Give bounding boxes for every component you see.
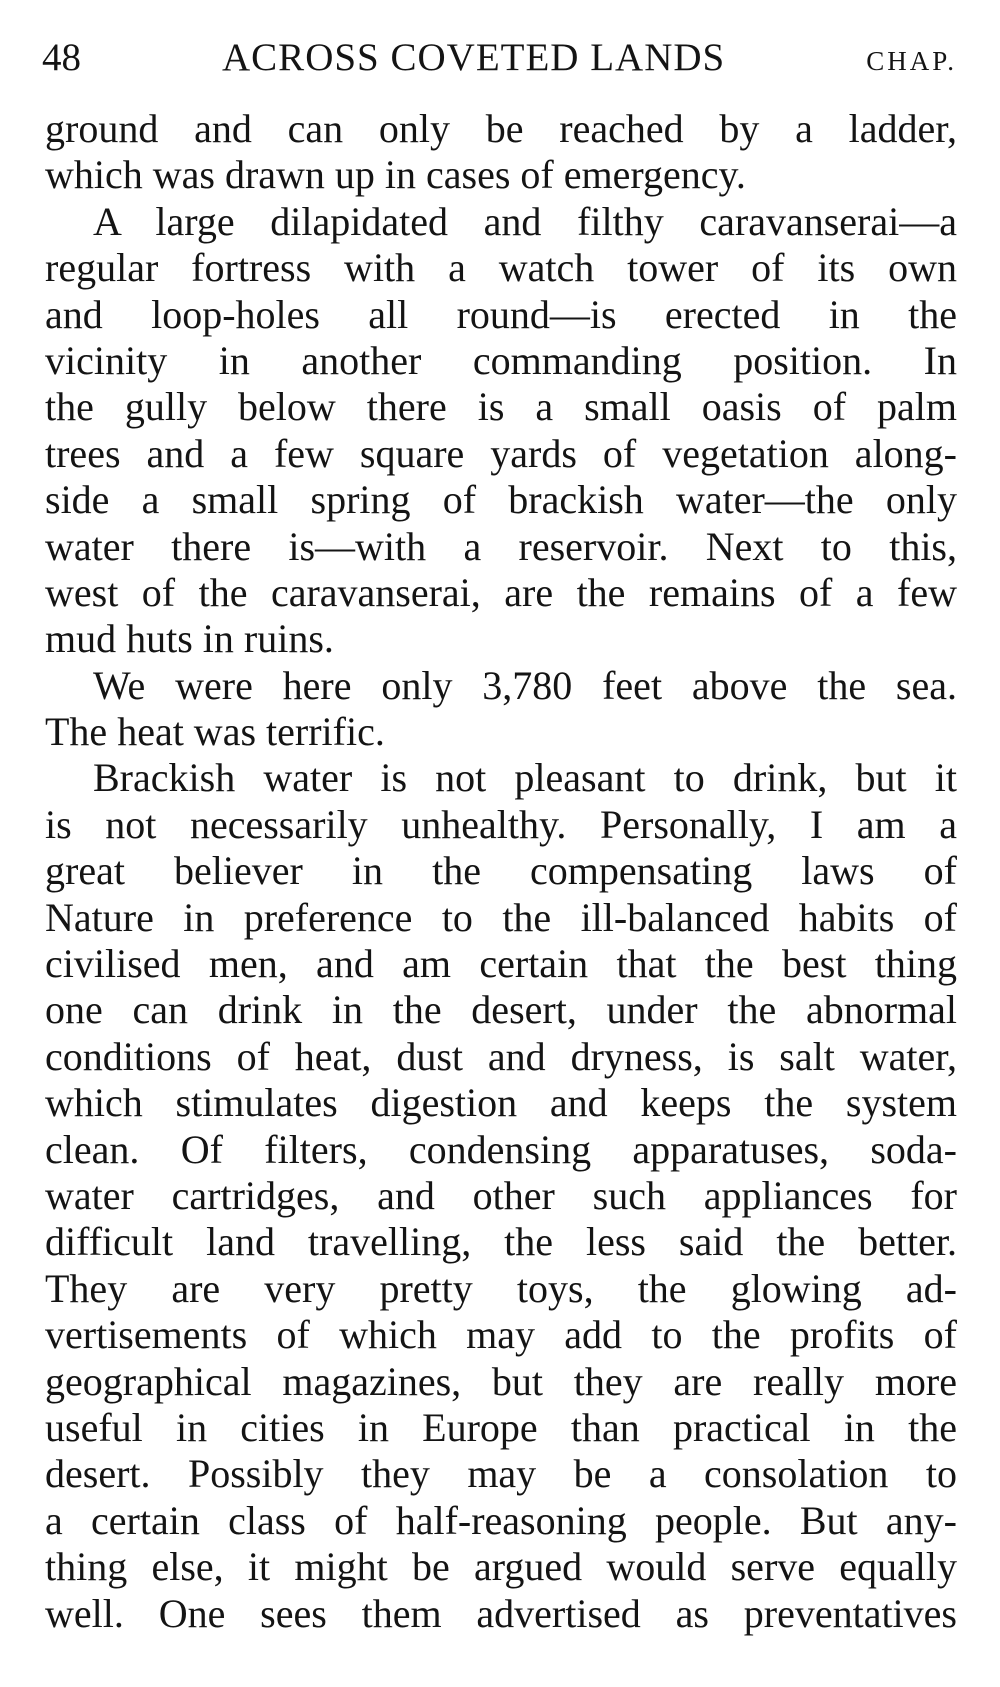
text-line: useful in cities in Europe than practical in the [45, 1404, 957, 1450]
text-line: west of the caravanserai, are the remains of a few [45, 569, 957, 615]
text-line: trees and a few square yards of vegetation along- [45, 430, 957, 476]
running-head [42, 30, 957, 86]
text-line: regular fortress with a watch tower of its own [45, 245, 957, 291]
text-line: well. One sees them advertised as preventatives [45, 1590, 957, 1636]
text-line: ground and can only be reached by a ladder, [45, 106, 957, 151]
text-line: vicinity in another commanding position. In [45, 337, 957, 383]
text-line: We were here only 3,780 feet above the sea. [93, 662, 957, 708]
text-line: desert. Possibly they may be a consolation to [45, 1451, 957, 1497]
body-text [45, 106, 957, 1637]
text-line: a certain class of half-reasoning people. But any- [45, 1497, 957, 1543]
text-line: They are very pretty toys, the glowing ad- [45, 1265, 957, 1311]
text-line: one can drink in the desert, under the abnormal [45, 987, 957, 1033]
text-line: water there is—with a reservoir. Next to this, [45, 523, 957, 569]
chapter-marker: CHAP. [866, 46, 957, 76]
text-line: is not necessarily unhealthy. Personally, I am a [45, 801, 957, 847]
running-title: ACROSS COVETED LANDS [222, 36, 726, 79]
text-line: geographical magazines, but they are really more [45, 1358, 957, 1404]
page-number: 48 [42, 36, 81, 79]
text-line: clean. Of filters, condensing apparatuses, soda- [45, 1126, 957, 1172]
text-line: difficult land travelling, the less said the better. [45, 1219, 957, 1265]
text-line: thing else, it might be argued would serve equally [45, 1544, 957, 1590]
text-line: great believer in the compensating laws of [45, 848, 957, 894]
text-line: civilised men, and am certain that the best thing [45, 941, 957, 987]
text-line: Brackish water is not pleasant to drink, but it [93, 755, 957, 801]
text-line: conditions of heat, dust and dryness, is salt water, [45, 1033, 957, 1079]
text-line: water cartridges, and other such appliances for [45, 1172, 957, 1218]
text-line: Nature in preference to the ill-balanced habits of [45, 894, 957, 940]
text-line: A large dilapidated and filthy caravanserai—a [93, 198, 957, 244]
text-line: The heat was terrific. [45, 709, 385, 755]
text-line: and loop-holes all round—is erected in the [45, 291, 957, 337]
text-line: side a small spring of brackish water—the only [45, 477, 957, 523]
text-line: the gully below there is a small oasis of palm [45, 384, 957, 430]
text-line: mud huts in ruins. [45, 616, 334, 662]
text-line: which was drawn up in cases of emergency. [45, 152, 746, 198]
text-line: which stimulates digestion and keeps the system [45, 1080, 957, 1126]
text-line: vertisements of which may add to the profits of [45, 1312, 957, 1358]
